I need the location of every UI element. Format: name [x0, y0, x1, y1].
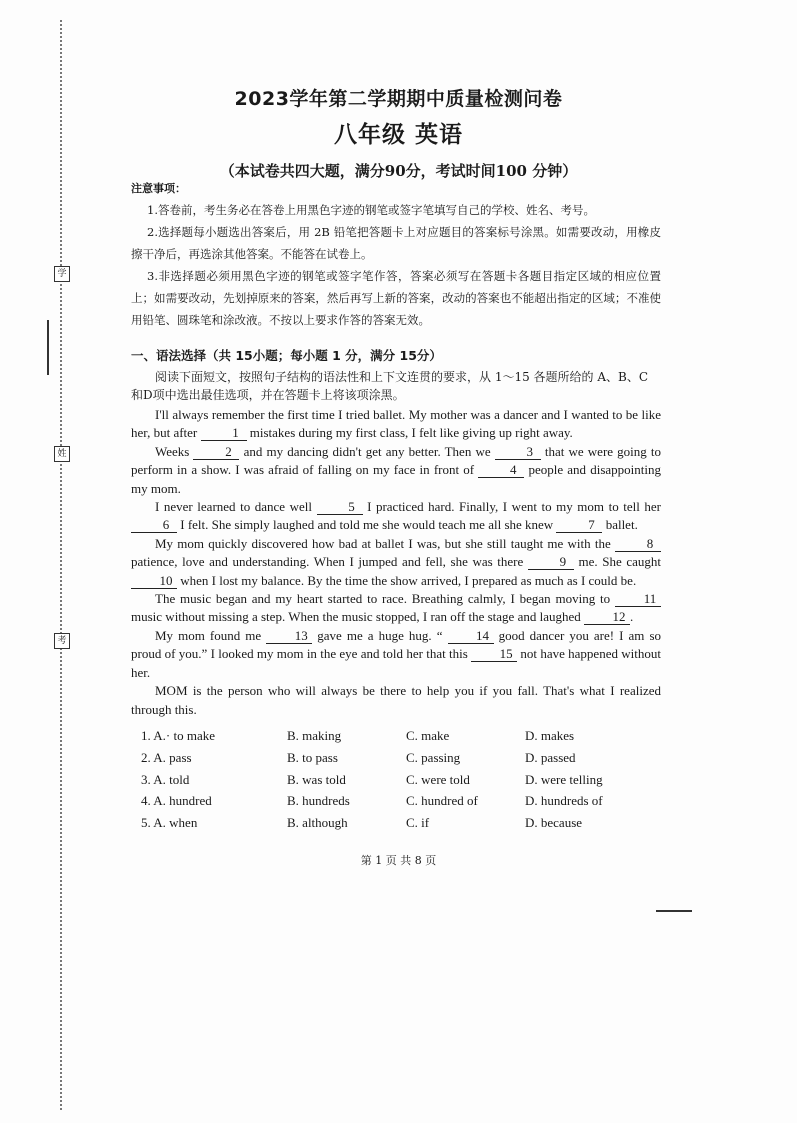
options-row-5 [141, 815, 661, 837]
options-row-4 [141, 793, 661, 815]
passage-paragraph: My mom quickly discovered how bad at ballet I was, but she still taught me with the 8 patience, love and understanding. When I jumped and fell, she was there 9 me. She caught 10 when I lost my balance. By the time the show arrived, I prepared as much as I could be. [131, 535, 661, 588]
option: B. hundreds [287, 793, 350, 809]
side-mark-exam-number: 考 [54, 633, 70, 649]
option: B. although [287, 815, 348, 831]
option: 3. A. told [141, 771, 190, 787]
option: D. hundreds of [525, 793, 603, 809]
passage-paragraph: I'll always remember the first time I tried ballet. My mother was a dancer and I wanted to be like her, but after 1 mistakes during my first class, I felt like giving up right away. [131, 407, 661, 441]
notice-item-1: 1.答卷前，考生务必在答卷上用黑色字迹的钢笔或签字笔填写自己的学校、姓名、考号。 [147, 203, 595, 217]
option: D. were telling [525, 771, 603, 787]
side-mark-name: 姓 [54, 446, 70, 462]
page-footer: 第 1 页 共 8 页 [360, 854, 437, 867]
blank: 8 [615, 537, 661, 552]
blank: 5 [317, 500, 363, 515]
blank: 6 [131, 518, 177, 533]
exam-title: 2023学年第二学期期中质量检测问卷 [234, 88, 563, 110]
option: D. passed [525, 749, 576, 765]
option: C. hundred of [406, 793, 478, 809]
passage-paragraph: MOM is the person who will always be there to help you if you fall. That's what I realized through this. [131, 683, 661, 717]
option: C. if [406, 815, 430, 831]
options-row-1 [141, 728, 661, 750]
answer-options [141, 728, 661, 837]
cloze-passage [131, 406, 661, 719]
section-instructions: 阅读下面短文，按照句子结构的语法性和上下文连贯的要求，从 1～15 各题所给的 A、B、C 和D项中选出最佳选项，并在答题卡上将该项涂黑。 [131, 370, 649, 402]
option: 1. A.· to make [141, 728, 216, 743]
blank: 3 [495, 445, 541, 460]
side-mark-school: 学 [54, 266, 70, 282]
option: C. passing [406, 749, 461, 765]
blank: 7 [556, 518, 602, 533]
blank: 15 [471, 647, 517, 662]
option: 2. A. pass [141, 749, 192, 765]
notice-item-3: 3.非选择题必须用黑色字迹的钢笔或签字笔作答，答案必须写在答题卡各题目指定区域的相应位置上；如需要改动，先划掉原来的答案，然后再写上新的答案，改动的答案也不能超出指定的区域；不准使用铅笔、圆珠笔和涂改液。不按以上要求作答的答案无效。 [131, 269, 661, 327]
option: C. were told [406, 771, 470, 787]
binding-solid-mark [47, 320, 49, 375]
blank: 13 [266, 629, 312, 644]
blank: 9 [528, 555, 574, 570]
exam-info: （本试卷共四大题，满分90分，考试时间100 分钟） [219, 162, 578, 180]
binding-dotted-line [60, 20, 62, 1110]
option: B. was told [287, 771, 346, 787]
blank: 1 [201, 426, 247, 441]
blank: 2 [193, 445, 239, 460]
option: D. makes [525, 728, 575, 743]
page-dash-mark [656, 910, 692, 912]
blank: 11 [615, 592, 661, 607]
exam-subject: 八年级 英语 [333, 121, 463, 148]
passage-paragraph: I never learned to dance well 5 I practiced hard. Finally, I went to my mom to tell her 6 I felt. She simply laughed and told me she would teach me all she knew 7 ballet. [131, 498, 661, 535]
passage-paragraph: The music began and my heart started to race. Breathing calmly, I began moving to 11 music without missing a step. When the music stopped, I ran off the stage and laughed 12 . [131, 590, 661, 627]
option: B. making [287, 728, 342, 743]
option: 5. A. when [141, 815, 198, 831]
blank: 14 [448, 629, 494, 644]
option: D. because [525, 815, 583, 831]
options-row-2 [141, 750, 661, 772]
section-heading: 一、语法选择（共 15小题；每小题 1 分，满分 15分） [131, 348, 442, 363]
blank: 12 [584, 610, 630, 625]
options-row-3 [141, 772, 661, 794]
option: B. to pass [287, 749, 338, 765]
option: 4. A. hundred [141, 793, 212, 809]
option: C. make [406, 728, 450, 743]
blank: 4 [478, 463, 524, 478]
blank: 10 [131, 574, 177, 589]
notice-heading: 注意事项： [131, 182, 186, 195]
passage-paragraph: My mom found me 13 gave me a huge hug. “ 14 good dancer you are! I am so proud of you.” I looked my mom in the eye and told her that this 15 not have happened without her. [131, 627, 662, 680]
notice-item-2: 2.选择题每小题选出答案后，用 2B 铅笔把答题卡上对应题目的答案标号涂黑。如需要改动，用橡皮擦干净后，再选涂其他答案。不能答在试卷上。 [131, 225, 661, 261]
passage-paragraph: Weeks 2 and my dancing didn't get any better. Then we 3 that we were going to perform in a show. I was afraid of falling on my face in front of 4 people and disappointing my mom. [131, 443, 662, 496]
